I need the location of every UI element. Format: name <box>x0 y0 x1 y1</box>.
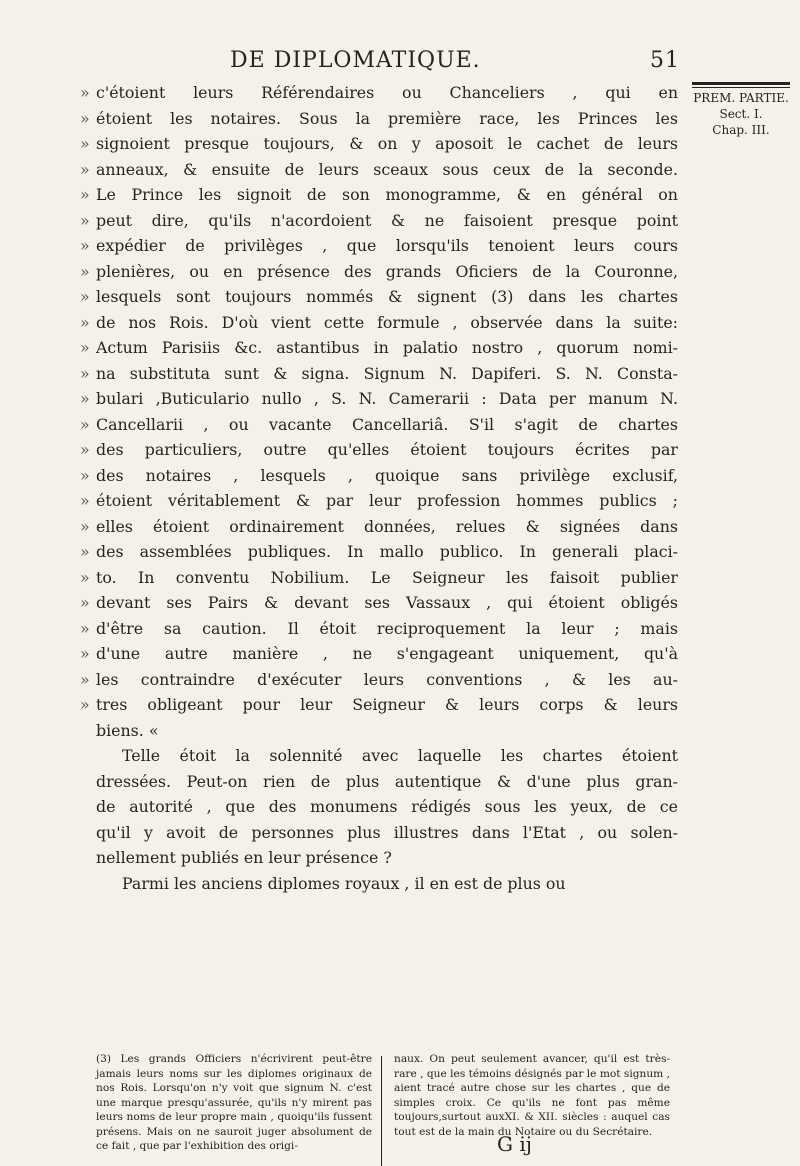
quote-mark: » <box>80 593 90 612</box>
quote-mark: » <box>80 287 90 306</box>
quote-mark: » <box>80 567 90 587</box>
quote-mark: » <box>80 440 90 459</box>
text-line: nellement publiés en leur présence ? <box>96 848 392 867</box>
running-title: DE DIPLOMATIQUE. <box>230 48 481 73</box>
text-line: Telle étoit la solennité avec laquelle les chartes étoient <box>122 746 678 765</box>
text-line: » c'étoient leurs Référendaires ou Chanceliers , qui en <box>96 80 678 106</box>
quote-mark: » <box>80 542 90 561</box>
margin-section: Sect. I. <box>719 107 763 121</box>
text-line: » les contraindre d'exécuter leurs conventions , & les au- <box>96 667 678 693</box>
margin-rule <box>692 82 790 85</box>
text-line: » devant ses Pairs & devant ses Vassaux , qui étoient obligés <box>96 590 678 616</box>
text-line: » peut dire, qu'ils n'acordoient & ne faisoient presque point <box>96 208 678 234</box>
text-line: » étoient véritablement & par leur profession hommes publics ; <box>96 488 678 514</box>
quote-mark: » <box>80 210 90 230</box>
quote-mark: » <box>80 465 90 485</box>
text-line: » Actum Parisiis &c. astantibus in palatio nostro , quorum nomi- <box>96 335 678 361</box>
quote-mark: » <box>80 338 90 357</box>
quote-mark: » <box>80 389 90 408</box>
quote-mark: » <box>80 83 90 102</box>
text-line: qu'il y avoit de personnes plus illustres dans l'Etat , ou solen- <box>96 822 678 842</box>
quote-mark: » <box>80 261 90 281</box>
quote-mark: » <box>80 108 90 128</box>
text-line: biens. « <box>96 720 159 740</box>
margin-chapter: Chap. III. <box>712 123 770 137</box>
text-line: » étoient les notaires. Sous la première race, les Princes les <box>96 106 678 132</box>
footnote-right-column: naux. On peut seulement avancer, qu'il est très-rare , que les témoins désignés par le mot signum , aient tracé autre chose sur les chartes , que de simples croix. Ce qu'ils ne font pas même toujours,surtout auxXI. & XII. siècles : auquel cas tout est de la main du Notaire ou du Secrétaire. <box>394 1053 670 1138</box>
quote-mark: » <box>80 312 90 332</box>
text-line: » plenières, ou en présence des grands Oficiers de la Couronne, <box>96 259 678 285</box>
quote-mark: » <box>80 516 90 536</box>
page-number: 51 <box>650 48 680 73</box>
main-text <box>80 80 678 896</box>
text-line: dressées. Peut-on rien de plus autentique & d'une plus gran- <box>96 771 678 791</box>
signature-mark: G ij <box>497 1132 532 1156</box>
footnote-divider <box>381 1056 382 1166</box>
quote-mark: » <box>80 414 90 434</box>
quote-mark: » <box>80 695 90 714</box>
text-line: » tres obligeant pour leur Seigneur & leurs corps & leurs <box>96 692 678 718</box>
quote-mark: » <box>80 134 90 153</box>
text-line: » des assemblées publiques. In mallo publico. In generali placi- <box>96 539 678 565</box>
quote-mark: » <box>80 491 90 510</box>
text-line: » Le Prince les signoit de son monogramme, & en général on <box>96 182 678 208</box>
text-line: » d'une autre manière , ne s'engageant uniquement, qu'à <box>96 641 678 667</box>
text-line: » des particuliers, outre qu'elles étoient toujours écrites par <box>96 437 678 463</box>
quote-mark: » <box>80 618 90 638</box>
margin-part: PREM. PARTIE. <box>693 91 789 105</box>
footnote-left-column: (3) Les grands Officiers n'écrivirent peut-être jamais leurs noms sur les diplomes originaux de nos Rois. Lorsqu'on n'y voit que signum N. c'est une marque presqu'assurée, qu'ils n'y mirent pas leurs noms de leur propre main , quoiqu'ils fussent présens. Mais on ne sauroit juger absolument de ce fait , que par l'exhibition des origi- <box>96 1053 372 1152</box>
text-line: » signoient presque toujours, & on y aposoit le cachet de leurs <box>96 131 678 157</box>
margin-rule-thin <box>692 87 790 88</box>
margin-note <box>686 82 796 138</box>
text-line: de autorité , que des monumens rédigés sous les yeux, de ce <box>96 797 678 816</box>
text-line: » elles étoient ordinairement données, relues & signées dans <box>96 514 678 540</box>
text-line: » to. In conventu Nobilium. Le Seigneur les faisoit publier <box>96 565 678 591</box>
quote-mark: » <box>80 185 90 204</box>
quote-mark: » <box>80 644 90 663</box>
text-line: » des notaires , lesquels , quoique sans privilège exclusif, <box>96 463 678 489</box>
text-line: » expédier de privilèges , que lorsqu'ils tenoient leurs cours <box>96 233 678 259</box>
text-line: Parmi les anciens diplomes royaux , il en est de plus ou <box>122 873 566 893</box>
text-line: » anneaux, & ensuite de leurs sceaux sous ceux de la seconde. <box>96 157 678 183</box>
quote-mark: » <box>80 669 90 689</box>
text-line: » de nos Rois. D'où vient cette formule , observée dans la suite: <box>96 310 678 336</box>
quote-mark: » <box>80 363 90 383</box>
text-line: » Cancellarii , ou vacante Cancellariâ. S'il s'agit de chartes <box>96 412 678 438</box>
quote-mark: » <box>80 159 90 179</box>
text-line: » bulari ,Buticulario nullo , S. N. Camerarii : Data per manum N. <box>96 386 678 412</box>
quote-mark: » <box>80 236 90 255</box>
text-line: » na substituta sunt & signa. Signum N. Dapiferi. S. N. Consta- <box>96 361 678 387</box>
text-line: » lesquels sont toujours nommés & signent (3) dans les chartes <box>96 284 678 310</box>
text-line: » d'être sa caution. Il étoit reciproquement la leur ; mais <box>96 616 678 642</box>
